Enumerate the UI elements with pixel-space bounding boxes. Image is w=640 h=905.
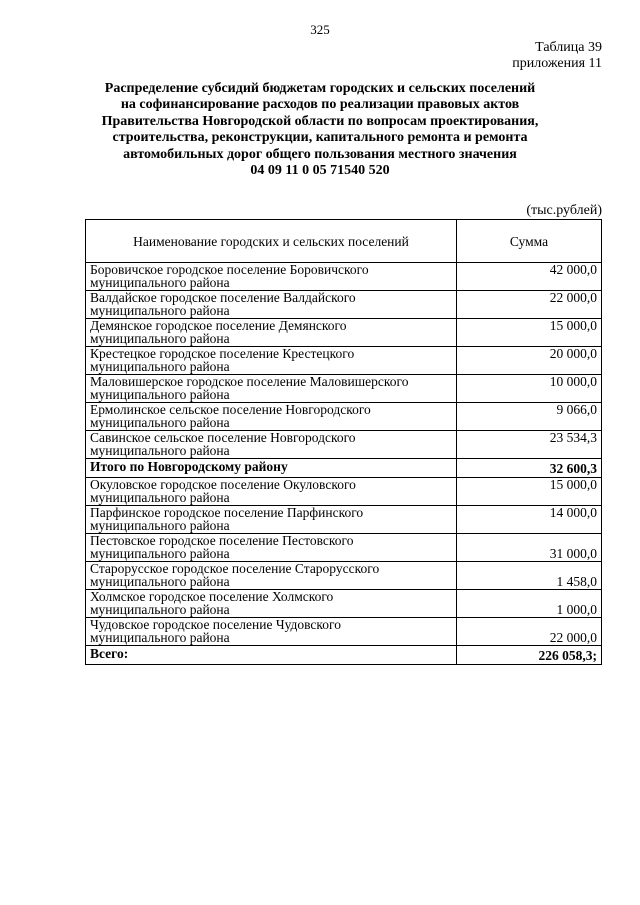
settlement-name <box>86 590 457 618</box>
page-number: 325 <box>310 22 330 37</box>
amount-cell: 23 534,3 <box>457 431 602 459</box>
settlement-name <box>86 562 457 590</box>
table-ref-line: приложения 11 <box>512 56 602 71</box>
name-line: Демянское городское поселение Демянского <box>90 318 347 333</box>
budget-code: 04 09 11 0 05 71540 520 <box>250 163 390 179</box>
amount-cell: 1 000,0 <box>457 590 602 618</box>
name-line: муниципального района <box>90 387 230 402</box>
name-line: Пестовское городское поселение Пестовского <box>90 533 354 548</box>
subtotal-amount: 32 600,3 <box>457 459 602 478</box>
name-line: муниципального района <box>90 275 230 290</box>
amount-cell: 15 000,0 <box>457 319 602 347</box>
table-row <box>86 319 602 347</box>
name-line: Крестецкое городское поселение Крестецкого <box>90 346 355 361</box>
table-row <box>86 403 602 431</box>
header-name: Наименование городских и сельских поселений <box>86 220 457 263</box>
settlement-name <box>86 319 457 347</box>
amount-cell: 15 000,0 <box>457 478 602 506</box>
name-line: Парфинское городское поселение Парфинского <box>90 505 364 520</box>
grand-total-label: Всего: <box>86 646 457 665</box>
header-amount: Сумма <box>457 220 602 263</box>
name-line: Савинское сельское поселение Новгородского <box>90 430 356 445</box>
table-header-row <box>86 220 602 263</box>
amount-cell: 1 458,0 <box>457 562 602 590</box>
name-line: муниципального района <box>90 546 230 561</box>
title-line: строительства, реконструкции, капитального ремонта и ремонта <box>112 130 528 146</box>
name-line: Валдайское городское поселение Валдайского <box>90 290 356 305</box>
amount-cell: 10 000,0 <box>457 375 602 403</box>
settlement-name <box>86 618 457 646</box>
units-label: (тыс.рублей) <box>526 203 602 218</box>
amount-cell: 14 000,0 <box>457 506 602 534</box>
name-line: Боровичское городское поселение Боровичского <box>90 262 369 277</box>
name-line: Чудовское городское поселение Чудовского <box>90 617 341 632</box>
name-line: муниципального района <box>90 574 230 589</box>
name-line: муниципального района <box>90 602 230 617</box>
amount-cell: 22 000,0 <box>457 618 602 646</box>
table-row <box>86 506 602 534</box>
subtotal-label: Итого по Новгородскому району <box>86 459 457 478</box>
name-line: Окуловское городское поселение Окуловского <box>90 477 356 492</box>
table-reference <box>512 40 602 72</box>
table-row <box>86 478 602 506</box>
name-line: муниципального района <box>90 443 230 458</box>
table-row <box>86 347 602 375</box>
name-line: Холмское городское поселение Холмского <box>90 589 334 604</box>
name-line: муниципального района <box>90 303 230 318</box>
table-row <box>86 590 602 618</box>
amount-cell: 31 000,0 <box>457 534 602 562</box>
settlement-name <box>86 478 457 506</box>
name-line: муниципального района <box>90 490 230 505</box>
document-title <box>60 81 580 179</box>
settlement-name <box>86 263 457 291</box>
table-row <box>86 562 602 590</box>
subtotal-row <box>86 459 602 478</box>
amount-cell: 22 000,0 <box>457 291 602 319</box>
settlement-name <box>86 506 457 534</box>
name-line: Старорусское городское поселение Старорусского <box>90 561 380 576</box>
table-row <box>86 263 602 291</box>
subsidy-table <box>85 219 602 665</box>
table-row <box>86 375 602 403</box>
amount-cell: 9 066,0 <box>457 403 602 431</box>
settlement-name <box>86 403 457 431</box>
amount-cell: 20 000,0 <box>457 347 602 375</box>
settlement-name <box>86 534 457 562</box>
table-row <box>86 618 602 646</box>
amount-cell: 42 000,0 <box>457 263 602 291</box>
settlement-name <box>86 375 457 403</box>
table-row <box>86 431 602 459</box>
table-ref-line: Таблица 39 <box>535 40 602 55</box>
settlement-name <box>86 347 457 375</box>
name-line: муниципального района <box>90 415 230 430</box>
table-row <box>86 291 602 319</box>
grand-total-amount: 226 058,3; <box>457 646 602 665</box>
name-line: муниципального района <box>90 630 230 645</box>
title-line: Распределение субсидий бюджетам городских и сельских поселений <box>104 81 536 96</box>
settlement-name <box>86 431 457 459</box>
name-line: муниципального района <box>90 359 230 374</box>
title-line: автомобильных дорог общего пользования местного значения <box>123 146 517 162</box>
name-line: Ермолинское сельское поселение Новгородского <box>90 402 371 417</box>
table-row <box>86 534 602 562</box>
title-line: Правительства Новгородской области по вопросам проектирования, <box>101 113 539 129</box>
settlement-name <box>86 291 457 319</box>
title-line: на софинансирование расходов по реализации правовых актов <box>120 97 520 113</box>
name-line: Маловишерское городское поселение Маловишерского <box>90 374 409 389</box>
name-line: муниципального района <box>90 518 230 533</box>
name-line: муниципального района <box>90 331 230 346</box>
grand-total-row <box>86 646 602 665</box>
